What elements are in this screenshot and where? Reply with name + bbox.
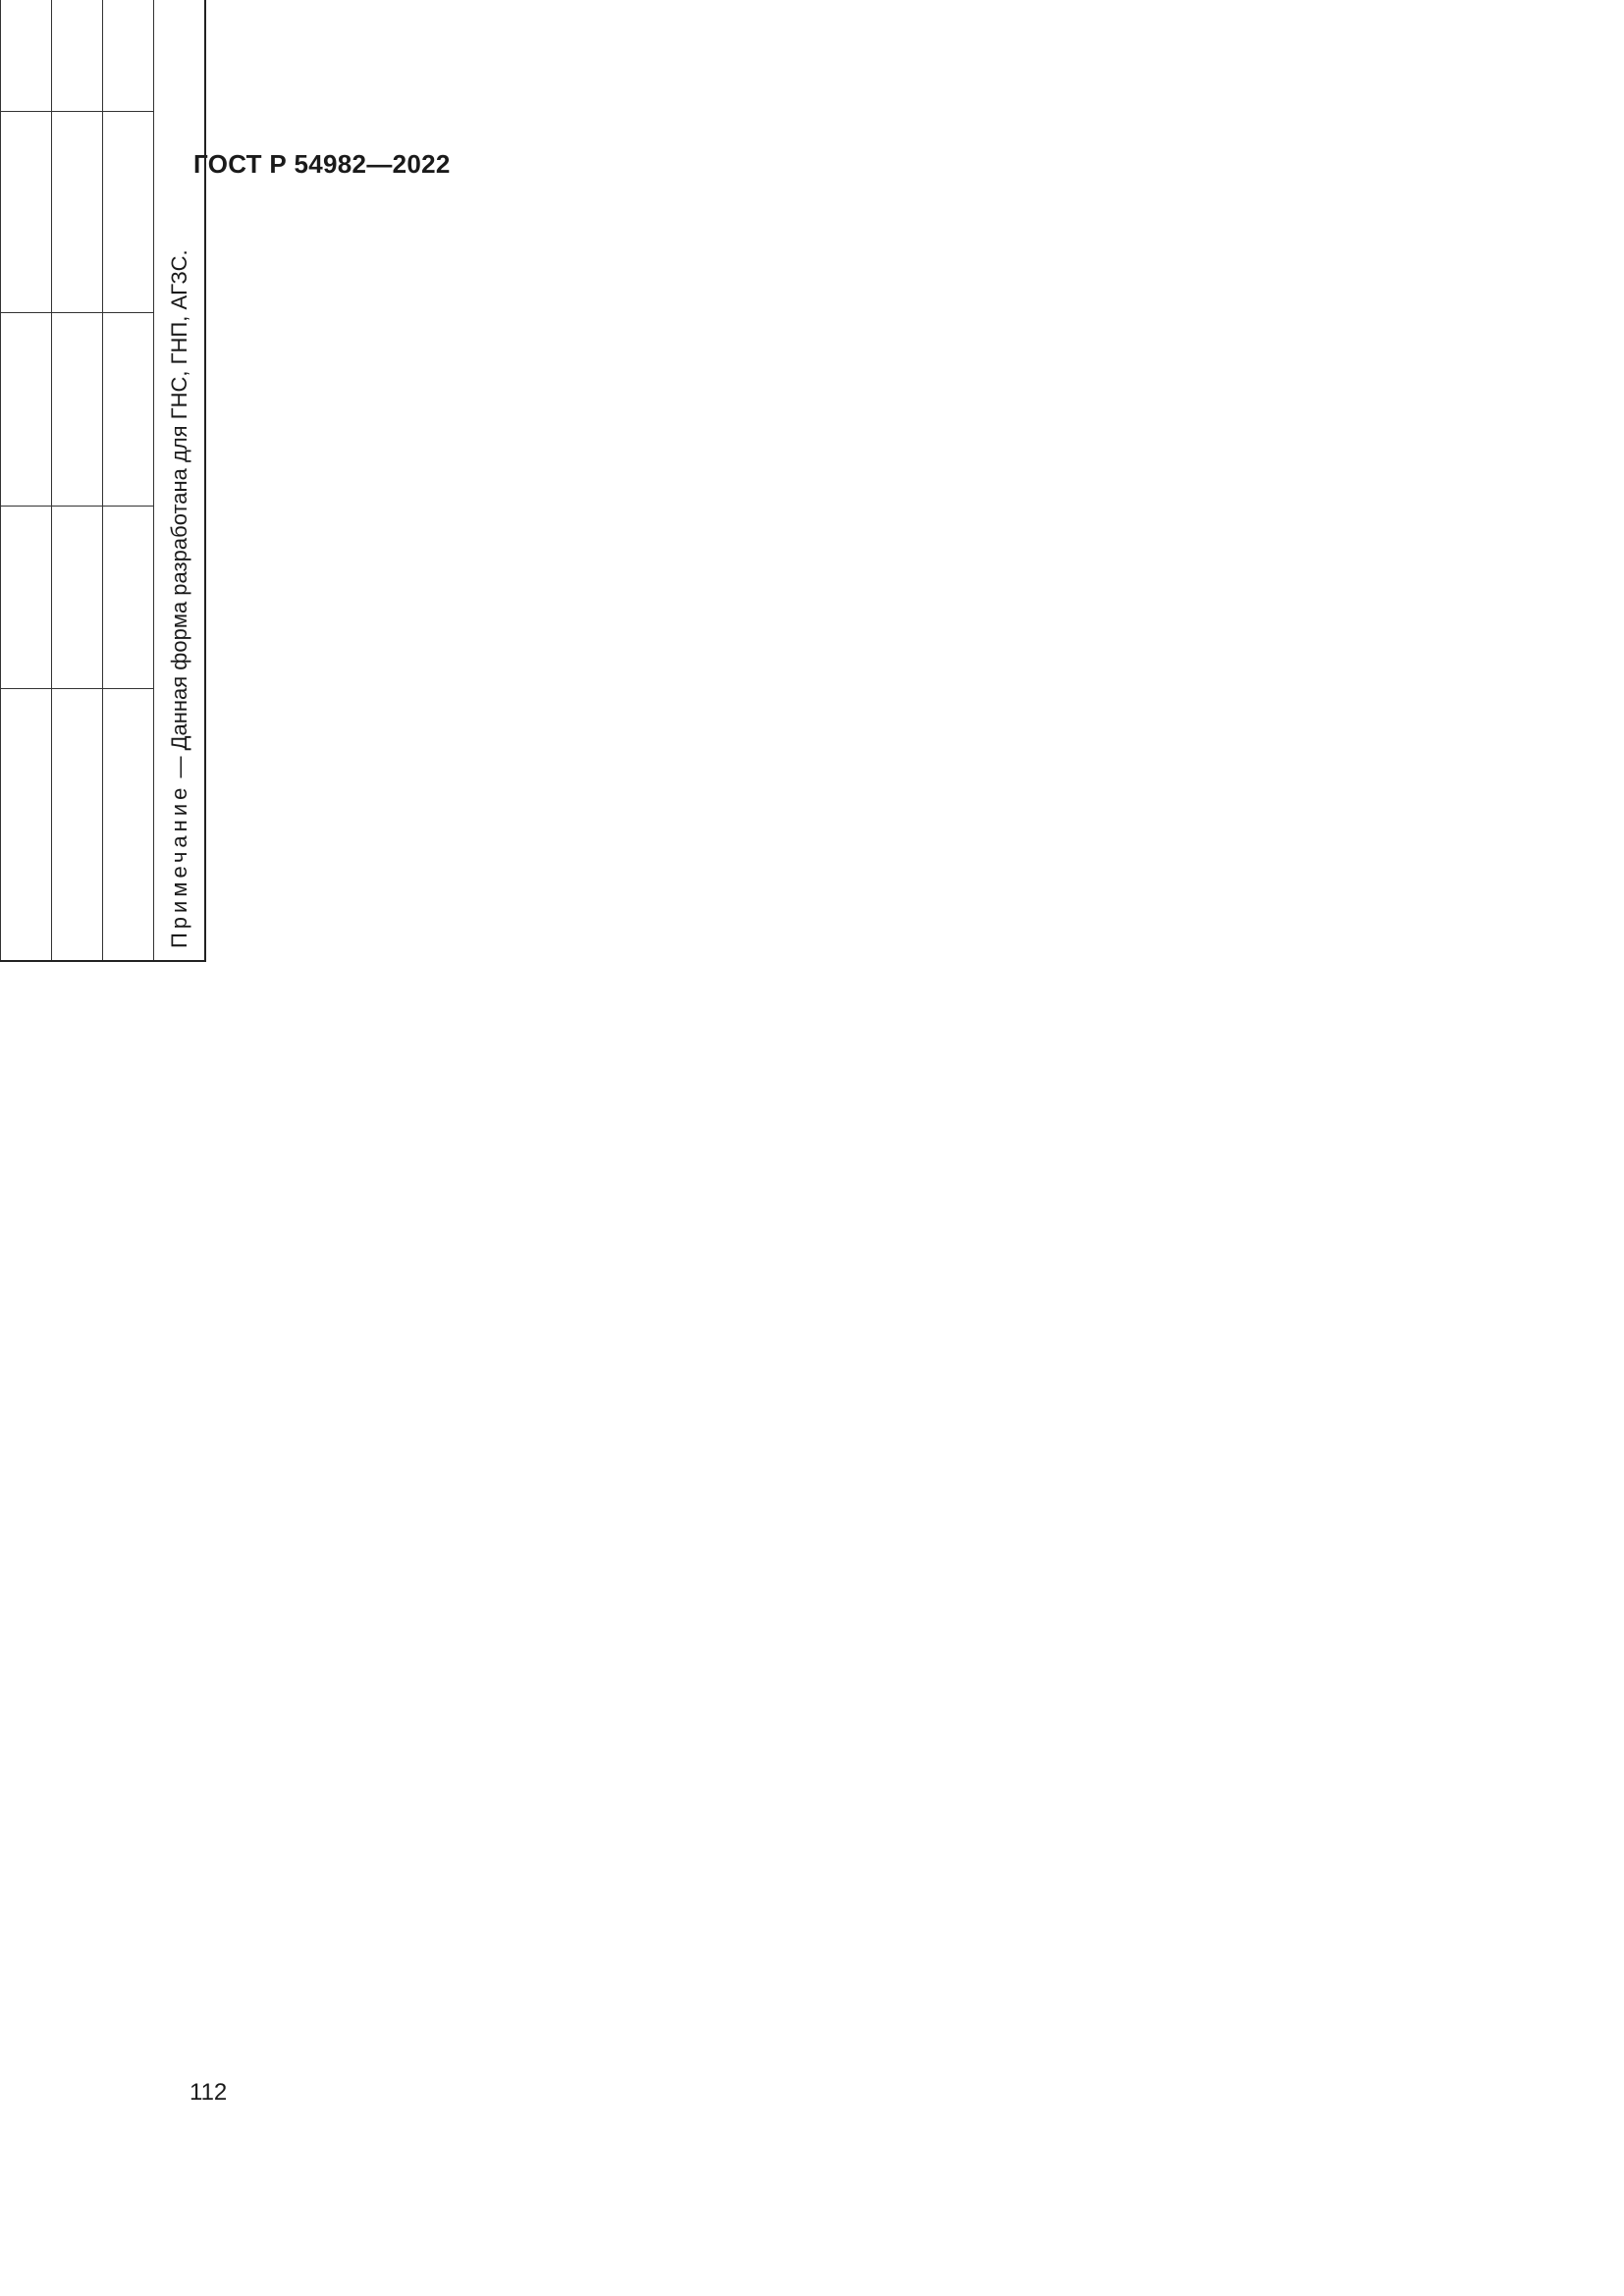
note-label: Примечание: [166, 783, 191, 948]
table-row: [52, 0, 103, 961]
table-row: [1, 0, 52, 961]
standard-header: ГОСТ Р 54982—2022: [193, 149, 451, 179]
note-row: [154, 0, 206, 961]
table-row: [103, 0, 154, 961]
journal-table: [0, 0, 206, 962]
table-note: [154, 0, 206, 961]
note-text: — Данная форма разработана для ГНС, ГНП, АГЗС.: [166, 249, 191, 784]
page-number: 112: [189, 2079, 228, 2106]
rotated-form: [0, 0, 191, 1016]
